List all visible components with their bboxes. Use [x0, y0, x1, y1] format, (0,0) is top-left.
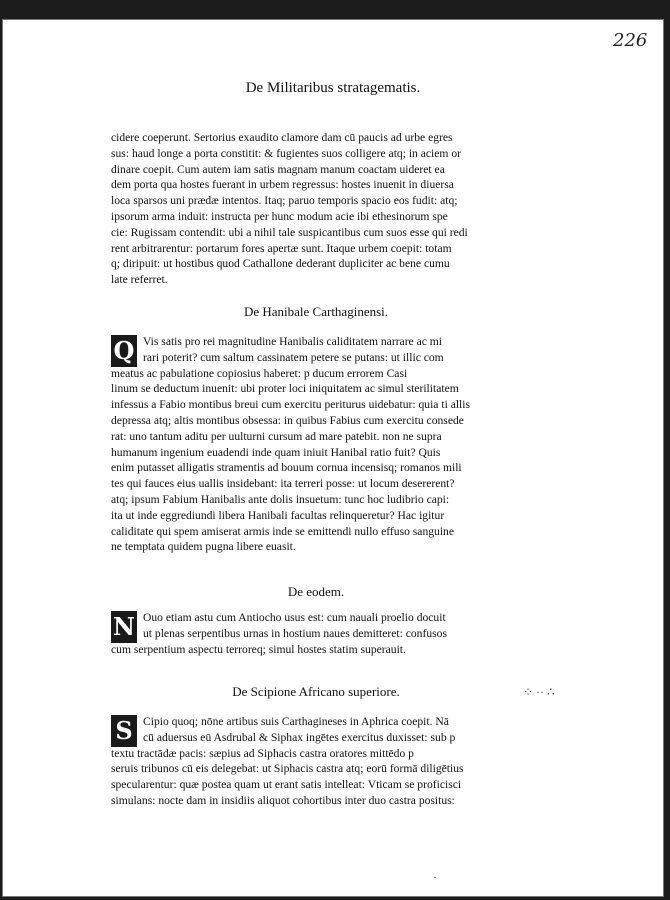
text-line: cie: Rugissam contendit: ubi a nihil tale suspicantibus cum suos esse qui redi — [111, 225, 468, 239]
text-line: humanum ingenium euadendi inde quam iniuit Hanibal ratio fuit? Quis — [111, 445, 441, 459]
text-line: cidere coeperunt. Sertorius exaudito clamore dam cū paucis ad urbe egres — [111, 131, 453, 144]
section-heading-hanibal: De Hanibale Carthaginensi. — [243, 304, 389, 319]
ink-speck: · — [433, 870, 437, 884]
text-line: dem porta qua hostes fuerant in urbem regressus: hostes inuenit in diuersa — [111, 178, 454, 192]
section-heading-de-eodem: De eodem. — [287, 584, 345, 599]
text-line: rat: uno tantum aditu per uulturni cursum ad mare patebit. non ne supra — [111, 429, 442, 443]
text-line: late referret. — [111, 273, 168, 287]
text-line: ut plenas serpentibus urnas in hostium naues demitteret: confusos — [143, 626, 447, 640]
decorated-initial-n: N — [111, 611, 137, 643]
section-heading-scipio: De Scipione Africano superiore. — [232, 684, 400, 699]
text-line: dinare coepit. Cum autem iam satis magnam manum coactam uideret ea — [111, 162, 445, 176]
decorated-initial-s: S — [111, 715, 137, 747]
text-line: cum serpentium aspectu terroreq; simul hostes statim superauit. — [111, 642, 406, 656]
text-line: seruis tribunos cū eis delegebat: ut Siphacis castra atq; eorū formā diligētius — [111, 762, 464, 776]
text-line: ne temptata quidem pugna libere euasit. — [111, 540, 296, 554]
text-line: linum se deductum inuenit: ubi proter loci iniquitatem ac simul sterilitatem — [111, 382, 459, 396]
text-line: specularentur: quæ postea quam ut erant satis intelleat: Vticam se proficisci — [111, 778, 462, 792]
text-line: simulans: nocte dam in insidiis aliquot cohortibus inter duo castra positus: — [111, 793, 455, 807]
text-line: ita ut inde eggrediundi libera Hanibali facultas relinqueretur? Hac igitur — [111, 508, 445, 522]
paragraph-hanibal — [111, 334, 521, 555]
text-line: depressa atq; altis montibus obsessa: in quibus Fabius cum exercitu consede — [111, 413, 464, 427]
text-line: rari poterit? cum saltum cassinatem petere se putans: ut illic com — [143, 350, 444, 364]
text-line: loca sparsos uni prædæ intentos. Itaq; paruo temporis spacio eos fudit: atq; — [111, 194, 458, 208]
running-head: De Militaribus stratagematis. — [245, 80, 421, 96]
text-line: sus: haud longe a porta constitit: & fugientes suos colligere atq; in aciem or — [111, 146, 461, 160]
text-line: atq; ipsum Fabium Hanibalis ante dolis insuetum: tunc hoc ludibrio capi: — [111, 492, 450, 506]
text-line: ipsorum arma induit: instructa per hunc modum acie ibi ethesinorum spe — [111, 209, 448, 223]
text-line: infessus a Fabio montibus breui cum exercitu periturus uidebatur: quia ti allis — [111, 398, 471, 412]
book-page — [3, 20, 663, 896]
text-line: cū aduersus eū Asdrubal & Siphax ingētes exercitus duxisset: sub p — [143, 730, 456, 744]
text-line: textu tractādæ pacis: sæpius ad Siphacis castra oratores mittēdo p — [111, 746, 414, 760]
paragraph-sertorius — [111, 130, 521, 288]
paragraph-antiochus — [111, 610, 521, 657]
folio-number: 226 — [613, 30, 648, 51]
text-line: tes qui fauces eius uallis insidebant: ita terreri posse: ut locum desererent? — [111, 477, 455, 491]
paragraph-scipio — [111, 714, 521, 809]
text-line: Ouo etiam astu cum Antiocho usus est: cum nauali proelio docuit — [143, 611, 446, 624]
text-line: Cipio quoq; nōne artibus suis Carthagineses in Aphrica coepit. Nā — [143, 715, 449, 728]
text-line: q; diripuit: ut hostibus quod Cathallone dederant dupliciter ac bene cumu — [111, 257, 450, 271]
decorated-initial-q: Q — [111, 335, 137, 367]
text-line: Vis satis pro rei magnitudine Hanibalis caliditatem narrare ac mi — [143, 335, 443, 348]
text-line: enim putasset alligatis stramentis ad bouum cornua incensisq; romanos mili — [111, 461, 462, 475]
text-line: rent arbitrarentur: portarum fores apertæ sunt. Itaque urbem coepit: totam — [111, 241, 452, 255]
text-line: caliditate qui spem amiserat armis inde se emittendi nullo effuso sanguine — [111, 524, 455, 538]
text-line: meatus ac pabulatione copiosius haberet: p ducum errorem Casi — [111, 366, 408, 380]
marginal-ink-marks: ⁘ ·· ∴ — [523, 685, 555, 699]
